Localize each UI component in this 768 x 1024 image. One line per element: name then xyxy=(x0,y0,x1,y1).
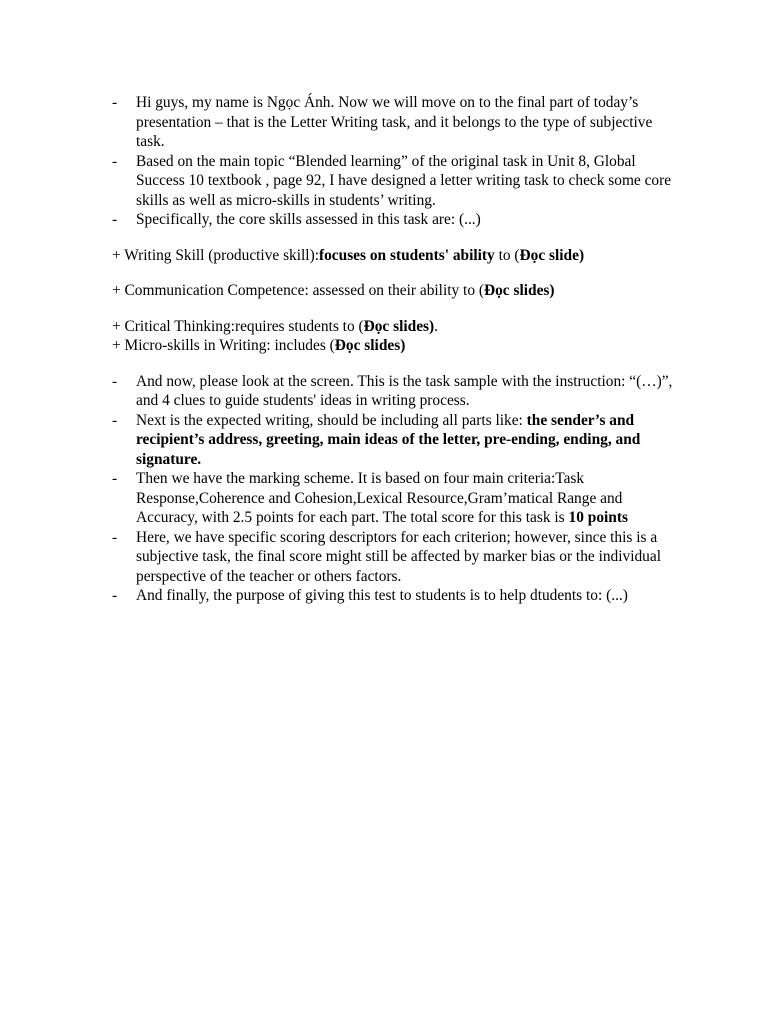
micro-skills-label: + Micro-skills in Writing: includes ( xyxy=(112,337,335,354)
writing-skill-label: + Writing Skill (productive skill): xyxy=(112,246,319,264)
bullet-text: Here, we have specific scoring descriptors for each criterion; however, since this is a subjective task, the final score might still be affected by marker bias or the individual perspective of the teacher or others factors. xyxy=(136,528,661,585)
bullet-text: And now, please look at the screen. This is the task sample with the instruction: “(…)”, and 4 clues to guide students' ideas in writing process. xyxy=(136,372,673,409)
writing-skill-line xyxy=(112,246,682,266)
bullet-dash: - xyxy=(112,587,118,604)
closing-bullet-list xyxy=(112,372,682,606)
critical-thinking-period: . xyxy=(434,317,439,335)
writing-skill-mid: to ( xyxy=(494,246,520,264)
critical-thinking-label: + Critical Thinking:requires students to ( xyxy=(112,317,364,335)
spacer xyxy=(112,265,682,281)
micro-skills-line xyxy=(112,336,682,356)
critical-thinking-line xyxy=(112,317,682,337)
bullet-text: Next is the expected writing, should be including all parts like: xyxy=(136,411,527,429)
communication-label: + Communication Competence: assessed on their ability to ( xyxy=(112,282,484,299)
intro-bullet-list xyxy=(112,93,682,230)
bullet-dash: - xyxy=(112,372,118,390)
bullet-text: Based on the main topic “Blended learning” of the original task in Unit 8, Global Success 10 textbook , page 92, I have designed a letter writing task to check some core skills as well as micro-skills in students’ writing. xyxy=(136,152,672,209)
writing-skill-note: Đọc slide) xyxy=(519,246,585,264)
list-item xyxy=(112,528,682,587)
bullet-text: Specifically, the core skills assessed in this task are: (...) xyxy=(136,211,481,228)
list-item xyxy=(112,210,682,230)
bullet-dash: - xyxy=(112,211,118,228)
bullet-dash: - xyxy=(112,152,118,170)
micro-skills-note: Đọc slides) xyxy=(334,337,406,354)
list-item xyxy=(112,586,682,606)
bullet-text: Hi guys, my name is Ngọc Ánh. Now we will move on to the final part of today’s presentation – that is the Letter Writing task, and it belongs to the type of subjective task. xyxy=(136,94,653,150)
bullet-text: Then we have the marking scheme. It is based on four main criteria:Task Response,Coherence and Cohesion,Lexical Resource,Gram’matical Range and Accuracy, with 2.5 points for each part. The total score for this task is xyxy=(136,470,623,526)
spacer xyxy=(112,230,682,246)
list-item xyxy=(112,411,682,470)
list-item xyxy=(112,93,682,152)
writing-skill-focus: focuses on students' ability xyxy=(318,246,495,264)
spacer xyxy=(112,301,682,317)
list-item xyxy=(112,469,682,528)
bullet-text-bold: 10 points xyxy=(568,509,628,526)
spacer xyxy=(112,356,682,372)
bullet-text-bold: the sender’s and recipient’s address, greeting, main ideas of the letter, pre-ending, ending, and signature. xyxy=(136,411,641,468)
bullet-dash: - xyxy=(112,94,118,111)
document-page xyxy=(112,93,682,606)
communication-line xyxy=(112,281,682,301)
bullet-text: And finally, the purpose of giving this test to students is to help dtudents to: (...) xyxy=(136,587,628,604)
list-item xyxy=(112,152,682,211)
bullet-dash: - xyxy=(112,470,118,487)
bullet-dash: - xyxy=(112,528,118,546)
communication-note: Đọc slides) xyxy=(484,282,555,299)
critical-thinking-note: Đọc slides) xyxy=(363,317,435,335)
bullet-dash: - xyxy=(112,411,118,429)
list-item xyxy=(112,372,682,411)
